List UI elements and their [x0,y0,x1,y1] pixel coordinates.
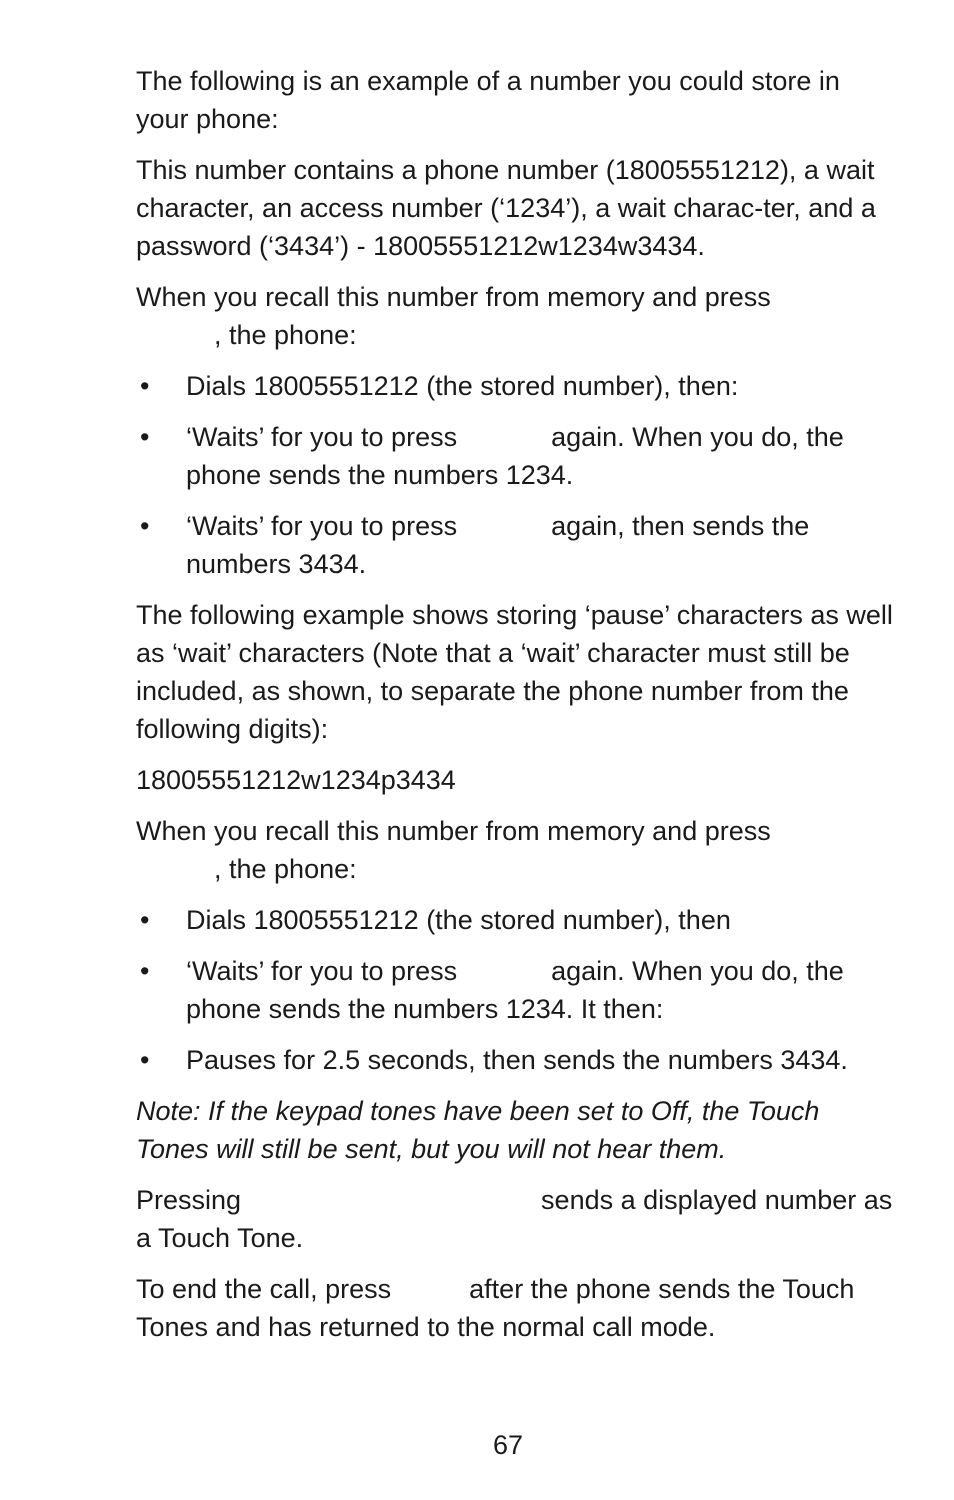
pressing-text-after: sends a displayed number as a Touch Tone. [136,1185,893,1253]
list-item-text: Dials 18005551212 (the stored number), then [186,905,731,935]
list-item-text: again, then sends the numbers 3434. [186,511,810,579]
list-item [136,367,896,405]
list-item-text: ‘Waits’ for you to press [186,956,458,986]
example2-intro: The following example shows storing ‘pause’ characters as well as ‘wait’ characters (Note that a ‘wait’ character must still be included, as shown, to separate the phone number from the following digits): [136,600,893,744]
list-item-text: again. When you do, the phone sends the numbers 1234. [186,422,844,490]
manual-page-content [136,62,896,1359]
list-item [136,418,896,494]
list-item [136,901,896,939]
pressing-paragraph [136,1181,896,1257]
list-item [136,507,896,583]
bullet-list-example2 [136,901,896,1079]
recall1-text-before: When you recall this number from memory and press [136,282,771,312]
list-item [136,952,896,1028]
recall1-paragraph [136,278,896,354]
pressing-text-before: Pressing [136,1185,242,1215]
bullet-list-example1 [136,367,896,583]
page-number: 67 [492,1430,524,1460]
list-item-text: ‘Waits’ for you to press [186,511,458,541]
note-paragraph: Note: If the keypad tones have been set to Off, the Touch Tones will still be sent, but you will not hear them. [136,1096,820,1164]
end-text-before: To end the call, press [136,1274,392,1304]
recall2-text-after: , the phone: [214,854,357,884]
recall2-text-before: When you recall this number from memory and press [136,816,771,846]
example1-description: This number contains a phone number (18005551212), a wait character, an access number (‘1234’), a wait charac-ter, and a password (‘3434’) - 18005551212w1234w3434. [136,155,876,261]
list-item-text: again. When you do, the phone sends the numbers 1234. It then: [186,956,844,1024]
intro-paragraph: The following is an example of a number you could store in your phone: [136,66,840,134]
example2-number: 18005551212w1234p3434 [136,765,456,795]
end-text-after: after the phone sends the Touch Tones and has returned to the normal call mode. [136,1274,855,1342]
recall2-paragraph [136,812,896,888]
end-call-paragraph [136,1270,896,1346]
recall1-text-after: , the phone: [214,320,357,350]
list-item-text: ‘Waits’ for you to press [186,422,458,452]
list-item-text: Dials 18005551212 (the stored number), then: [186,371,739,401]
list-item [136,1041,896,1079]
list-item-text: Pauses for 2.5 seconds, then sends the numbers 3434. [186,1045,848,1075]
